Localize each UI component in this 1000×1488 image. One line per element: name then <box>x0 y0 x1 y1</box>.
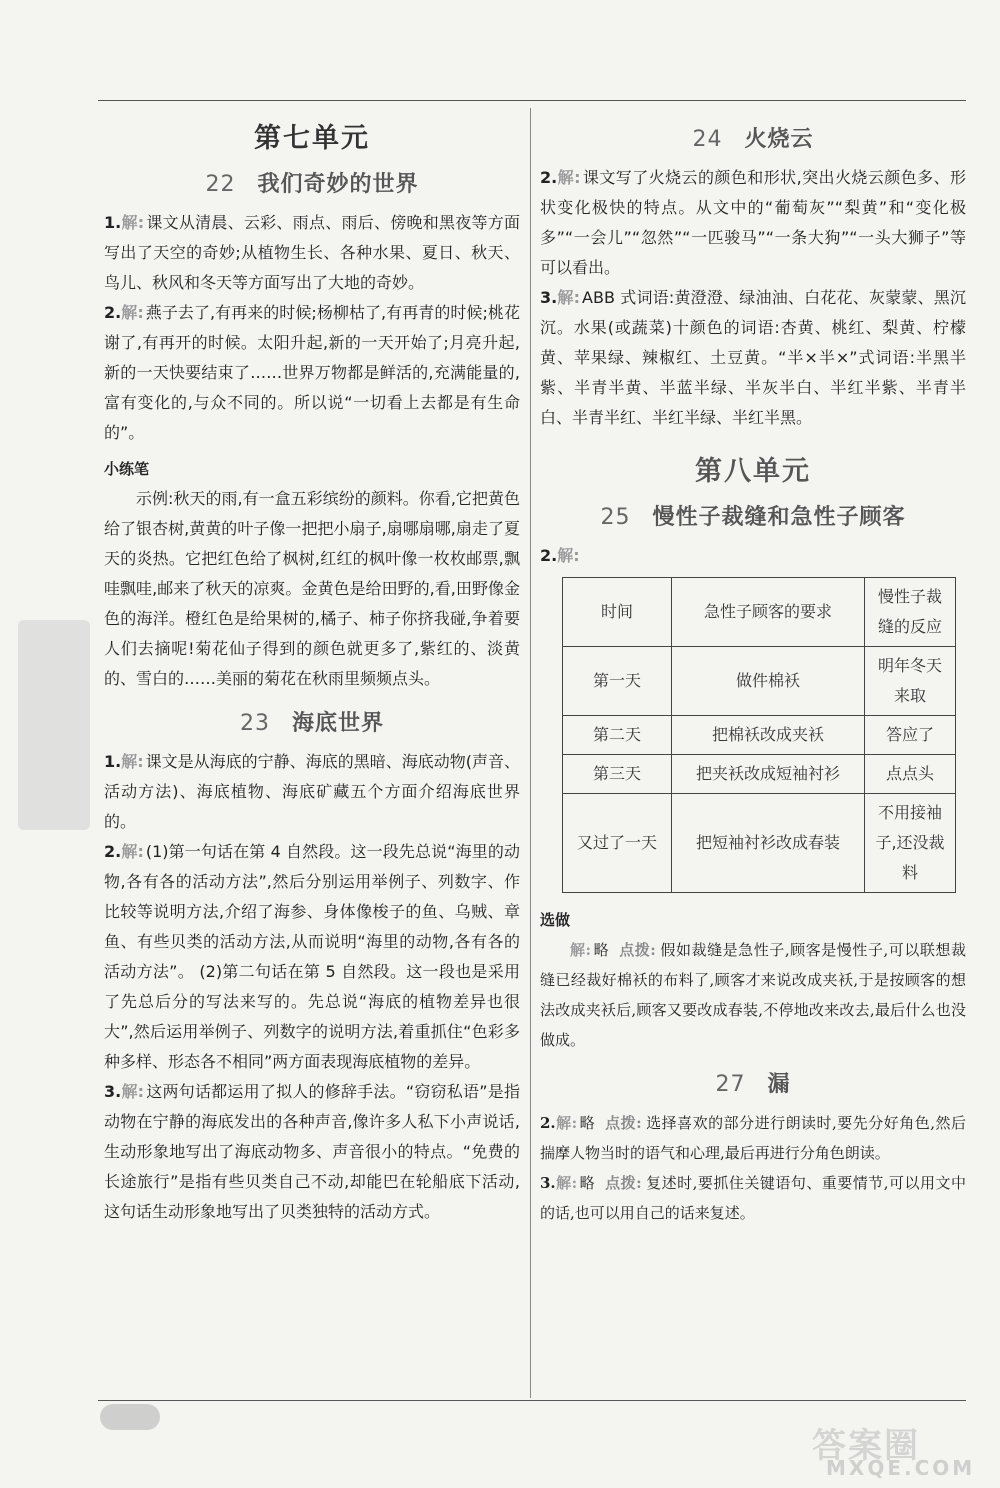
lesson-27-title <box>540 1067 966 1098</box>
lesson-24-q2: 2.解: 课文写了火烧云的颜色和形状,突出火烧云颜色多、形状变化极快的特点。从文中的“葡萄灰”“梨黄”和“变化极多”“一会儿”“忽然”“一匹骏马”“一条大狗”“一头大狮子”等可以看出。 <box>540 168 967 277</box>
lesson-23-title <box>104 706 520 737</box>
watermark-logo: 答案圈 <box>812 1426 920 1466</box>
table-cell: 明年冬天来取 <box>865 647 956 716</box>
table-cell: 第二天 <box>563 716 672 755</box>
lesson-25-q2: 2.解: <box>540 546 580 565</box>
lesson-22-q1: 1.解: 课文从清晨、云彩、雨点、雨后、傍晚和黑夜等方面写出了天空的奇妙;从植物生长、各种水果、夏日、秋天、鸟儿、秋风和冬天等方面写出了大地的奇妙。 <box>104 213 520 292</box>
lesson-22-number: 22 <box>205 172 236 197</box>
table-cell: 把短袖衬衫改成春装 <box>672 794 865 893</box>
lesson-23-number: 23 <box>239 711 270 736</box>
table-header-cell: 慢性子裁缝的反应 <box>865 578 956 647</box>
lesson-23-q1: 1.解: 课文是从海底的宁静、海底的黑暗、海底动物(声音、活动方法)、海底植物、海底矿藏五个方面介绍海底世界的。 <box>104 752 520 831</box>
lesson-25-number: 25 <box>600 505 631 530</box>
table-header-cell: 急性子顾客的要求 <box>672 578 865 647</box>
table-row <box>563 716 956 755</box>
page-number-badge <box>100 1404 160 1430</box>
optional-answer: 解: 略 点拨: 假如裁缝是急性子,顾客是慢性子,可以联想裁缝已经裁好棉袄的布料了,顾客才来说改成夹袄,于是按顾客的想法改成夹袄后,顾客又要改成春装,不停地改来改去,最后什么也没做成。 <box>540 941 966 1049</box>
lesson-22-title <box>104 167 520 198</box>
unit-7-title: 第七单元 <box>254 123 370 154</box>
lesson-23-name: 海底世界 <box>291 711 384 736</box>
lesson-24-name: 火烧云 <box>744 127 814 152</box>
table-cell: 把棉袄改成夹袄 <box>672 716 865 755</box>
table-cell: 第三天 <box>563 755 672 794</box>
lesson-25-title <box>540 500 966 531</box>
practice-heading: 小练笔 <box>104 460 150 478</box>
table-row <box>563 794 956 893</box>
table-cell: 又过了一天 <box>563 794 672 893</box>
unit-8-title: 第八单元 <box>695 456 811 487</box>
practice-text: 示例:秋天的雨,有一盒五彩缤纷的颜料。你看,它把黄色给了银杏树,黄黄的叶子像一把把小扇子,扇哪扇哪,扇走了夏天的炎热。它把红色给了枫树,红红的枫叶像一枚枚邮票,飘哇飘哇,邮来了秋天的凉爽。金黄色是给田野的,看,田野像金色的海洋。橙红色是给果树的,橘子、柿子你挤我碰,争着要人们去摘呢!菊花仙子得到的颜色就更多了,紫红的、淡黄的、雪白的……美丽的菊花在秋雨里频频点头。 <box>104 489 520 688</box>
table-cell: 第一天 <box>563 647 672 716</box>
top-rule <box>98 100 966 101</box>
bottom-rule <box>98 1400 966 1401</box>
right-column <box>540 108 966 1228</box>
table-cell: 点点头 <box>865 755 956 794</box>
watermark-url: MXQE.COM <box>826 1456 976 1480</box>
table-cell: 把夹袄改成短袖衬衫 <box>672 755 865 794</box>
lesson-23-q2: 2.解: (1)第一句话在第 4 自然段。这一段先总说“海里的动物,各有各的活动方法”,然后分别运用举例子、列数字、作比较等说明方法,介绍了海参、身体像梭子的鱼、乌贼、章鱼、有些贝类的活动方法,从而说明“海里的动物,各有各的活动方法”。 (2)第二句话在第 5 自然段。这一段也是采用了先总后分的写法来写的。先总说“海底的植物差异也很大”,然后运用举例子、列数字的说明方法,着重抓住“色彩多种多样、形态各不相同”两方面表现海底植物的差异。 <box>104 842 520 1071</box>
table-cell: 答应了 <box>865 716 956 755</box>
column-divider <box>530 108 531 1398</box>
side-tab-decoration <box>18 620 90 830</box>
lesson-25-name: 慢性子裁缝和急性子顾客 <box>652 505 906 530</box>
table-row <box>563 755 956 794</box>
lesson-27-number: 27 <box>715 1072 746 1097</box>
table-row <box>563 647 956 716</box>
lesson-22-q2: 2.解: 燕子去了,有再来的时候;杨柳枯了,有再青的时候;桃花谢了,有再开的时候。太阳升起,新的一天开始了;月亮升起,新的一天快要结束了……世界万物都是鲜活的,充满能量的,富有变化的,与众不同的。所以说“一切看上去都是有生命的”。 <box>104 303 520 442</box>
left-column <box>104 108 520 1227</box>
table-cell: 做件棉袄 <box>672 647 865 716</box>
lesson-27-name: 漏 <box>767 1072 791 1097</box>
table-cell: 不用接袖子,还没裁料 <box>865 794 956 893</box>
lesson-27-q3: 3.解: 略 点拨: 复述时,要抓住关键语句、重要情节,可以用文中的话,也可以用自己的话来复述。 <box>540 1174 966 1222</box>
lesson-24-number: 24 <box>692 127 723 152</box>
lesson-24-q3: 3.解: ABB 式词语:黄澄澄、绿油油、白花花、灰蒙蒙、黑沉沉。水果(或蔬菜)十颜色的词语:杏黄、桃红、梨黄、柠檬黄、苹果绿、辣椒红、土豆黄。“半×半×”式词语:半黑半紫、半青半黄、半蓝半绿、半灰半白、半红半紫、半青半白、半青半红、半红半绿、半红半黑。 <box>540 288 966 427</box>
lesson-24-title <box>540 122 966 153</box>
table-header-cell: 时间 <box>563 578 672 647</box>
lesson-27-q2: 2.解: 略 点拨: 选择喜欢的部分进行朗读时,要先分好角色,然后揣摩人物当时的语气和心理,最后再进行分角色朗读。 <box>540 1114 966 1162</box>
tailor-customer-table <box>562 577 956 893</box>
table-header-row <box>563 578 956 647</box>
lesson-22-name: 我们奇妙的世界 <box>257 172 419 197</box>
lesson-23-q3: 3.解: 这两句话都运用了拟人的修辞手法。“窃窃私语”是指动物在宁静的海底发出的各种声音,像许多人私下小声说话,生动形象地写出了海底动物多、声音很小的特点。“免费的长途旅行”是指有些贝类自己不动,却能巴在轮船底下活动,这句话生动形象地写出了贝类独特的活动方式。 <box>104 1082 520 1221</box>
optional-heading: 选做 <box>540 911 571 929</box>
